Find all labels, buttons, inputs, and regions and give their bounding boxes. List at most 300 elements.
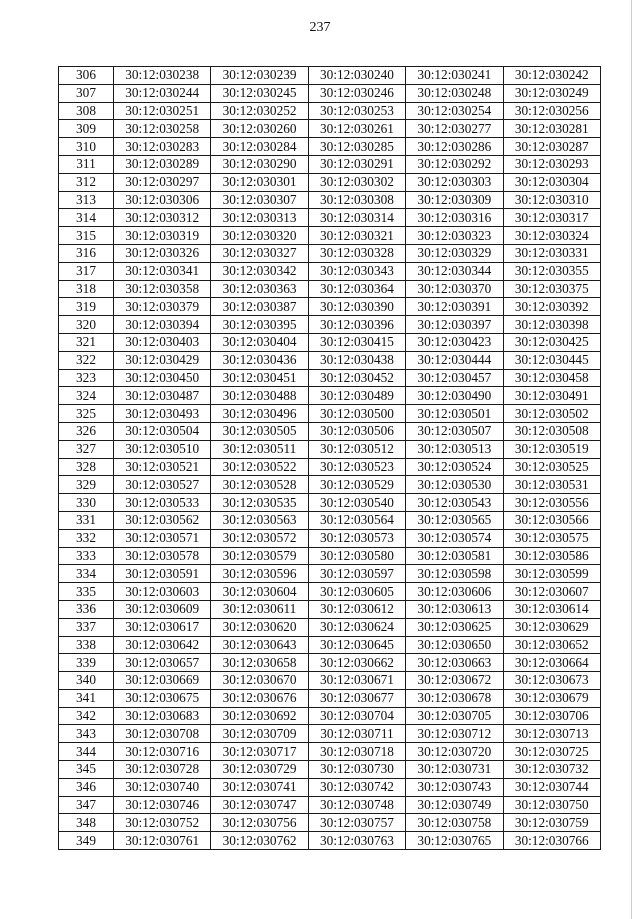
- cadastral-number-cell: 30:12:030363: [211, 280, 308, 298]
- cadastral-number-cell: 30:12:030429: [114, 351, 211, 369]
- row-number-cell: 309: [59, 120, 114, 138]
- cadastral-number-cell: 30:12:030452: [308, 369, 405, 387]
- cadastral-number-cell: 30:12:030321: [308, 227, 405, 245]
- row-number-cell: 307: [59, 84, 114, 102]
- cadastral-number-cell: 30:12:030749: [406, 796, 503, 814]
- table-row: [59, 725, 601, 743]
- cadastral-number-cell: 30:12:030725: [503, 743, 600, 761]
- cadastral-number-cell: 30:12:030752: [114, 814, 211, 832]
- cadastral-number-cell: 30:12:030522: [211, 458, 308, 476]
- row-number-cell: 325: [59, 405, 114, 423]
- cadastral-number-cell: 30:12:030254: [406, 102, 503, 120]
- cadastral-number-cell: 30:12:030240: [308, 67, 405, 85]
- row-number-cell: 347: [59, 796, 114, 814]
- row-number-cell: 336: [59, 600, 114, 618]
- table-row: [59, 583, 601, 601]
- cadastral-number-cell: 30:12:030513: [406, 440, 503, 458]
- cadastral-number-cell: 30:12:030531: [503, 476, 600, 494]
- cadastral-number-cell: 30:12:030391: [406, 298, 503, 316]
- table-row: [59, 298, 601, 316]
- cadastral-number-cell: 30:12:030718: [308, 743, 405, 761]
- row-number-cell: 328: [59, 458, 114, 476]
- cadastral-number-cell: 30:12:030761: [114, 832, 211, 850]
- cadastral-number-cell: 30:12:030678: [406, 689, 503, 707]
- table-row: [59, 280, 601, 298]
- cadastral-number-cell: 30:12:030343: [308, 262, 405, 280]
- cadastral-number-cell: 30:12:030535: [211, 494, 308, 512]
- cadastral-number-cell: 30:12:030403: [114, 333, 211, 351]
- row-number-cell: 322: [59, 351, 114, 369]
- cadastral-number-cell: 30:12:030251: [114, 102, 211, 120]
- cadastral-number-cell: 30:12:030323: [406, 227, 503, 245]
- row-number-cell: 348: [59, 814, 114, 832]
- cadastral-number-cell: 30:12:030489: [308, 387, 405, 405]
- cadastral-number-cell: 30:12:030500: [308, 405, 405, 423]
- cadastral-number-cell: 30:12:030238: [114, 67, 211, 85]
- table-row: [59, 778, 601, 796]
- cadastral-number-cell: 30:12:030329: [406, 244, 503, 262]
- cadastral-number-cell: 30:12:030324: [503, 227, 600, 245]
- cadastral-number-cell: 30:12:030643: [211, 636, 308, 654]
- cadastral-number-cell: 30:12:030671: [308, 672, 405, 690]
- cadastral-number-cell: 30:12:030571: [114, 529, 211, 547]
- cadastral-number-cell: 30:12:030423: [406, 333, 503, 351]
- cadastral-number-cell: 30:12:030529: [308, 476, 405, 494]
- cadastral-number-cell: 30:12:030331: [503, 244, 600, 262]
- cadastral-number-cell: 30:12:030293: [503, 155, 600, 173]
- cadastral-number-cell: 30:12:030566: [503, 511, 600, 529]
- table-row: [59, 333, 601, 351]
- cadastral-number-cell: 30:12:030708: [114, 725, 211, 743]
- cadastral-number-cell: 30:12:030716: [114, 743, 211, 761]
- table-row: [59, 120, 601, 138]
- table-row: [59, 209, 601, 227]
- row-number-cell: 315: [59, 227, 114, 245]
- row-number-cell: 323: [59, 369, 114, 387]
- table-row: [59, 796, 601, 814]
- row-number-cell: 342: [59, 707, 114, 725]
- cadastral-number-cell: 30:12:030328: [308, 244, 405, 262]
- cadastral-number-cell: 30:12:030394: [114, 316, 211, 334]
- table-row: [59, 405, 601, 423]
- cadastral-number-cell: 30:12:030308: [308, 191, 405, 209]
- cadastral-number-cell: 30:12:030248: [406, 84, 503, 102]
- cadastral-number-cell: 30:12:030307: [211, 191, 308, 209]
- cadastral-number-cell: 30:12:030491: [503, 387, 600, 405]
- cadastral-number-cell: 30:12:030607: [503, 583, 600, 601]
- cadastral-number-cell: 30:12:030292: [406, 155, 503, 173]
- row-number-cell: 313: [59, 191, 114, 209]
- cadastral-number-cell: 30:12:030586: [503, 547, 600, 565]
- cadastral-number-cell: 30:12:030580: [308, 547, 405, 565]
- table-row: [59, 102, 601, 120]
- cadastral-number-cell: 30:12:030673: [503, 672, 600, 690]
- cadastral-number-cell: 30:12:030741: [211, 778, 308, 796]
- cadastral-number-cell: 30:12:030390: [308, 298, 405, 316]
- cadastral-number-cell: 30:12:030379: [114, 298, 211, 316]
- cadastral-number-cell: 30:12:030579: [211, 547, 308, 565]
- cadastral-number-cell: 30:12:030425: [503, 333, 600, 351]
- cadastral-number-cell: 30:12:030505: [211, 422, 308, 440]
- row-number-cell: 329: [59, 476, 114, 494]
- row-number-cell: 327: [59, 440, 114, 458]
- row-number-cell: 346: [59, 778, 114, 796]
- cadastral-number-cell: 30:12:030670: [211, 672, 308, 690]
- cadastral-number-cell: 30:12:030375: [503, 280, 600, 298]
- cadastral-number-cell: 30:12:030277: [406, 120, 503, 138]
- cadastral-number-cell: 30:12:030501: [406, 405, 503, 423]
- cadastral-number-cell: 30:12:030396: [308, 316, 405, 334]
- table-row: [59, 262, 601, 280]
- cadastral-number-cell: 30:12:030612: [308, 600, 405, 618]
- row-number-cell: 310: [59, 138, 114, 156]
- row-number-cell: 349: [59, 832, 114, 850]
- cadastral-number-cell: 30:12:030713: [503, 725, 600, 743]
- cadastral-number-cell: 30:12:030759: [503, 814, 600, 832]
- cadastral-number-cell: 30:12:030239: [211, 67, 308, 85]
- cadastral-number-cell: 30:12:030320: [211, 227, 308, 245]
- row-number-cell: 326: [59, 422, 114, 440]
- table-row: [59, 547, 601, 565]
- cadastral-number-cell: 30:12:030283: [114, 138, 211, 156]
- cadastral-number-cell: 30:12:030457: [406, 369, 503, 387]
- cadastral-number-cell: 30:12:030729: [211, 761, 308, 779]
- cadastral-number-cell: 30:12:030629: [503, 618, 600, 636]
- table-row: [59, 654, 601, 672]
- cadastral-number-cell: 30:12:030395: [211, 316, 308, 334]
- cadastral-number-cell: 30:12:030319: [114, 227, 211, 245]
- cadastral-number-cell: 30:12:030317: [503, 209, 600, 227]
- cadastral-table-body: [59, 67, 601, 850]
- row-number-cell: 320: [59, 316, 114, 334]
- cadastral-number-cell: 30:12:030599: [503, 565, 600, 583]
- row-number-cell: 318: [59, 280, 114, 298]
- cadastral-number-cell: 30:12:030747: [211, 796, 308, 814]
- table-row: [59, 476, 601, 494]
- cadastral-number-cell: 30:12:030392: [503, 298, 600, 316]
- cadastral-number-cell: 30:12:030310: [503, 191, 600, 209]
- cadastral-number-cell: 30:12:030527: [114, 476, 211, 494]
- cadastral-number-cell: 30:12:030387: [211, 298, 308, 316]
- table-row: [59, 67, 601, 85]
- cadastral-number-cell: 30:12:030657: [114, 654, 211, 672]
- cadastral-number-cell: 30:12:030244: [114, 84, 211, 102]
- cadastral-number-cell: 30:12:030309: [406, 191, 503, 209]
- cadastral-number-cell: 30:12:030458: [503, 369, 600, 387]
- cadastral-number-cell: 30:12:030625: [406, 618, 503, 636]
- table-row: [59, 227, 601, 245]
- cadastral-number-cell: 30:12:030316: [406, 209, 503, 227]
- cadastral-number-cell: 30:12:030762: [211, 832, 308, 850]
- table-row: [59, 155, 601, 173]
- cadastral-number-cell: 30:12:030692: [211, 707, 308, 725]
- cadastral-number-cell: 30:12:030327: [211, 244, 308, 262]
- cadastral-number-cell: 30:12:030562: [114, 511, 211, 529]
- table-row: [59, 814, 601, 832]
- cadastral-number-cell: 30:12:030642: [114, 636, 211, 654]
- cadastral-number-cell: 30:12:030757: [308, 814, 405, 832]
- cadastral-number-cell: 30:12:030490: [406, 387, 503, 405]
- cadastral-number-cell: 30:12:030709: [211, 725, 308, 743]
- cadastral-number-cell: 30:12:030565: [406, 511, 503, 529]
- cadastral-number-cell: 30:12:030742: [308, 778, 405, 796]
- cadastral-number-cell: 30:12:030664: [503, 654, 600, 672]
- cadastral-number-cell: 30:12:030766: [503, 832, 600, 850]
- cadastral-number-cell: 30:12:030765: [406, 832, 503, 850]
- cadastral-number-cell: 30:12:030496: [211, 405, 308, 423]
- cadastral-number-cell: 30:12:030720: [406, 743, 503, 761]
- cadastral-number-cell: 30:12:030521: [114, 458, 211, 476]
- cadastral-number-cell: 30:12:030415: [308, 333, 405, 351]
- cadastral-number-cell: 30:12:030658: [211, 654, 308, 672]
- cadastral-number-cell: 30:12:030524: [406, 458, 503, 476]
- table-row: [59, 672, 601, 690]
- row-number-cell: 343: [59, 725, 114, 743]
- cadastral-number-cell: 30:12:030246: [308, 84, 405, 102]
- cadastral-number-cell: 30:12:030438: [308, 351, 405, 369]
- cadastral-number-cell: 30:12:030306: [114, 191, 211, 209]
- cadastral-number-cell: 30:12:030523: [308, 458, 405, 476]
- cadastral-number-cell: 30:12:030284: [211, 138, 308, 156]
- cadastral-number-cell: 30:12:030512: [308, 440, 405, 458]
- cadastral-number-cell: 30:12:030663: [406, 654, 503, 672]
- table-row: [59, 636, 601, 654]
- cadastral-number-cell: 30:12:030404: [211, 333, 308, 351]
- cadastral-number-cell: 30:12:030597: [308, 565, 405, 583]
- cadastral-number-cell: 30:12:030313: [211, 209, 308, 227]
- row-number-cell: 314: [59, 209, 114, 227]
- cadastral-number-cell: 30:12:030260: [211, 120, 308, 138]
- cadastral-number-cell: 30:12:030444: [406, 351, 503, 369]
- cadastral-number-cell: 30:12:030624: [308, 618, 405, 636]
- cadastral-number-cell: 30:12:030609: [114, 600, 211, 618]
- cadastral-number-cell: 30:12:030287: [503, 138, 600, 156]
- cadastral-number-cell: 30:12:030679: [503, 689, 600, 707]
- cadastral-number-cell: 30:12:030445: [503, 351, 600, 369]
- cadastral-number-cell: 30:12:030620: [211, 618, 308, 636]
- cadastral-number-cell: 30:12:030675: [114, 689, 211, 707]
- cadastral-number-cell: 30:12:030711: [308, 725, 405, 743]
- cadastral-number-cell: 30:12:030507: [406, 422, 503, 440]
- cadastral-number-cell: 30:12:030398: [503, 316, 600, 334]
- row-number-cell: 334: [59, 565, 114, 583]
- row-number-cell: 316: [59, 244, 114, 262]
- cadastral-number-cell: 30:12:030519: [503, 440, 600, 458]
- table-row: [59, 138, 601, 156]
- table-row: [59, 494, 601, 512]
- row-number-cell: 341: [59, 689, 114, 707]
- cadastral-number-cell: 30:12:030652: [503, 636, 600, 654]
- cadastral-number-cell: 30:12:030706: [503, 707, 600, 725]
- cadastral-number-cell: 30:12:030676: [211, 689, 308, 707]
- cadastral-number-cell: 30:12:030540: [308, 494, 405, 512]
- cadastral-number-cell: 30:12:030572: [211, 529, 308, 547]
- cadastral-number-cell: 30:12:030574: [406, 529, 503, 547]
- table-row: [59, 173, 601, 191]
- cadastral-number-cell: 30:12:030344: [406, 262, 503, 280]
- cadastral-number-cell: 30:12:030258: [114, 120, 211, 138]
- cadastral-number-cell: 30:12:030502: [503, 405, 600, 423]
- cadastral-number-cell: 30:12:030650: [406, 636, 503, 654]
- cadastral-number-cell: 30:12:030581: [406, 547, 503, 565]
- cadastral-number-cell: 30:12:030450: [114, 369, 211, 387]
- table-row: [59, 458, 601, 476]
- cadastral-number-cell: 30:12:030530: [406, 476, 503, 494]
- cadastral-number-cell: 30:12:030245: [211, 84, 308, 102]
- table-row: [59, 618, 601, 636]
- row-number-cell: 312: [59, 173, 114, 191]
- cadastral-number-cell: 30:12:030683: [114, 707, 211, 725]
- table-row: [59, 387, 601, 405]
- table-row: [59, 422, 601, 440]
- row-number-cell: 317: [59, 262, 114, 280]
- cadastral-number-cell: 30:12:030301: [211, 173, 308, 191]
- cadastral-number-cell: 30:12:030731: [406, 761, 503, 779]
- cadastral-number-cell: 30:12:030611: [211, 600, 308, 618]
- table-row: [59, 707, 601, 725]
- cadastral-number-cell: 30:12:030370: [406, 280, 503, 298]
- cadastral-number-cell: 30:12:030732: [503, 761, 600, 779]
- cadastral-number-cell: 30:12:030510: [114, 440, 211, 458]
- cadastral-number-cell: 30:12:030289: [114, 155, 211, 173]
- cadastral-number-cell: 30:12:030341: [114, 262, 211, 280]
- cadastral-number-cell: 30:12:030256: [503, 102, 600, 120]
- table-row: [59, 316, 601, 334]
- cadastral-number-cell: 30:12:030598: [406, 565, 503, 583]
- table-row: [59, 565, 601, 583]
- cadastral-number-cell: 30:12:030605: [308, 583, 405, 601]
- cadastral-number-cell: 30:12:030342: [211, 262, 308, 280]
- cadastral-number-cell: 30:12:030285: [308, 138, 405, 156]
- cadastral-number-cell: 30:12:030504: [114, 422, 211, 440]
- row-number-cell: 331: [59, 511, 114, 529]
- cadastral-number-cell: 30:12:030758: [406, 814, 503, 832]
- cadastral-number-cell: 30:12:030364: [308, 280, 405, 298]
- table-row: [59, 440, 601, 458]
- cadastral-number-cell: 30:12:030603: [114, 583, 211, 601]
- cadastral-number-cell: 30:12:030249: [503, 84, 600, 102]
- cadastral-number-cell: 30:12:030261: [308, 120, 405, 138]
- cadastral-number-cell: 30:12:030312: [114, 209, 211, 227]
- cadastral-number-cell: 30:12:030744: [503, 778, 600, 796]
- cadastral-number-cell: 30:12:030508: [503, 422, 600, 440]
- table-row: [59, 351, 601, 369]
- cadastral-number-cell: 30:12:030614: [503, 600, 600, 618]
- cadastral-number-cell: 30:12:030436: [211, 351, 308, 369]
- row-number-cell: 337: [59, 618, 114, 636]
- row-number-cell: 339: [59, 654, 114, 672]
- cadastral-number-cell: 30:12:030730: [308, 761, 405, 779]
- table-row: [59, 529, 601, 547]
- cadastral-number-cell: 30:12:030252: [211, 102, 308, 120]
- row-number-cell: 324: [59, 387, 114, 405]
- cadastral-number-cell: 30:12:030717: [211, 743, 308, 761]
- cadastral-number-cell: 30:12:030672: [406, 672, 503, 690]
- cadastral-number-cell: 30:12:030286: [406, 138, 503, 156]
- cadastral-number-cell: 30:12:030253: [308, 102, 405, 120]
- cadastral-number-cell: 30:12:030302: [308, 173, 405, 191]
- cadastral-number-cell: 30:12:030397: [406, 316, 503, 334]
- row-number-cell: 338: [59, 636, 114, 654]
- cadastral-number-cell: 30:12:030712: [406, 725, 503, 743]
- cadastral-number-cell: 30:12:030740: [114, 778, 211, 796]
- row-number-cell: 330: [59, 494, 114, 512]
- cadastral-number-cell: 30:12:030573: [308, 529, 405, 547]
- cadastral-number-cell: 30:12:030451: [211, 369, 308, 387]
- cadastral-number-cell: 30:12:030645: [308, 636, 405, 654]
- row-number-cell: 332: [59, 529, 114, 547]
- cadastral-number-cell: 30:12:030556: [503, 494, 600, 512]
- table-row: [59, 600, 601, 618]
- cadastral-number-cell: 30:12:030533: [114, 494, 211, 512]
- cadastral-number-cell: 30:12:030355: [503, 262, 600, 280]
- table-row: [59, 761, 601, 779]
- cadastral-number-cell: 30:12:030705: [406, 707, 503, 725]
- row-number-cell: 340: [59, 672, 114, 690]
- cadastral-number-cell: 30:12:030358: [114, 280, 211, 298]
- table-row: [59, 244, 601, 262]
- cadastral-number-cell: 30:12:030281: [503, 120, 600, 138]
- cadastral-number-cell: 30:12:030704: [308, 707, 405, 725]
- cadastral-number-cell: 30:12:030326: [114, 244, 211, 262]
- cadastral-number-cell: 30:12:030575: [503, 529, 600, 547]
- cadastral-number-cell: 30:12:030746: [114, 796, 211, 814]
- row-number-cell: 335: [59, 583, 114, 601]
- cadastral-number-cell: 30:12:030662: [308, 654, 405, 672]
- table-row: [59, 832, 601, 850]
- cadastral-number-cell: 30:12:030493: [114, 405, 211, 423]
- cadastral-number-cell: 30:12:030303: [406, 173, 503, 191]
- cadastral-number-cell: 30:12:030596: [211, 565, 308, 583]
- cadastral-number-cell: 30:12:030525: [503, 458, 600, 476]
- cadastral-number-cell: 30:12:030241: [406, 67, 503, 85]
- cadastral-table: [58, 66, 601, 850]
- cadastral-number-cell: 30:12:030563: [211, 511, 308, 529]
- cadastral-number-cell: 30:12:030290: [211, 155, 308, 173]
- cadastral-number-cell: 30:12:030728: [114, 761, 211, 779]
- page-number: 237: [309, 20, 331, 35]
- cadastral-number-cell: 30:12:030669: [114, 672, 211, 690]
- row-number-cell: 306: [59, 67, 114, 85]
- cadastral-number-cell: 30:12:030297: [114, 173, 211, 191]
- cadastral-number-cell: 30:12:030591: [114, 565, 211, 583]
- cadastral-number-cell: 30:12:030564: [308, 511, 405, 529]
- cadastral-number-cell: 30:12:030756: [211, 814, 308, 832]
- cadastral-number-cell: 30:12:030487: [114, 387, 211, 405]
- cadastral-number-cell: 30:12:030750: [503, 796, 600, 814]
- cadastral-number-cell: 30:12:030528: [211, 476, 308, 494]
- cadastral-number-cell: 30:12:030242: [503, 67, 600, 85]
- row-number-cell: 345: [59, 761, 114, 779]
- cadastral-number-cell: 30:12:030543: [406, 494, 503, 512]
- cadastral-number-cell: 30:12:030511: [211, 440, 308, 458]
- table-row: [59, 84, 601, 102]
- row-number-cell: 333: [59, 547, 114, 565]
- table-row: [59, 369, 601, 387]
- row-number-cell: 311: [59, 155, 114, 173]
- table-row: [59, 191, 601, 209]
- row-number-cell: 319: [59, 298, 114, 316]
- cadastral-number-cell: 30:12:030743: [406, 778, 503, 796]
- cadastral-number-cell: 30:12:030506: [308, 422, 405, 440]
- cadastral-number-cell: 30:12:030617: [114, 618, 211, 636]
- cadastral-number-cell: 30:12:030304: [503, 173, 600, 191]
- cadastral-number-cell: 30:12:030314: [308, 209, 405, 227]
- cadastral-number-cell: 30:12:030677: [308, 689, 405, 707]
- scan-edge-line: [631, 0, 632, 919]
- row-number-cell: 344: [59, 743, 114, 761]
- table-row: [59, 689, 601, 707]
